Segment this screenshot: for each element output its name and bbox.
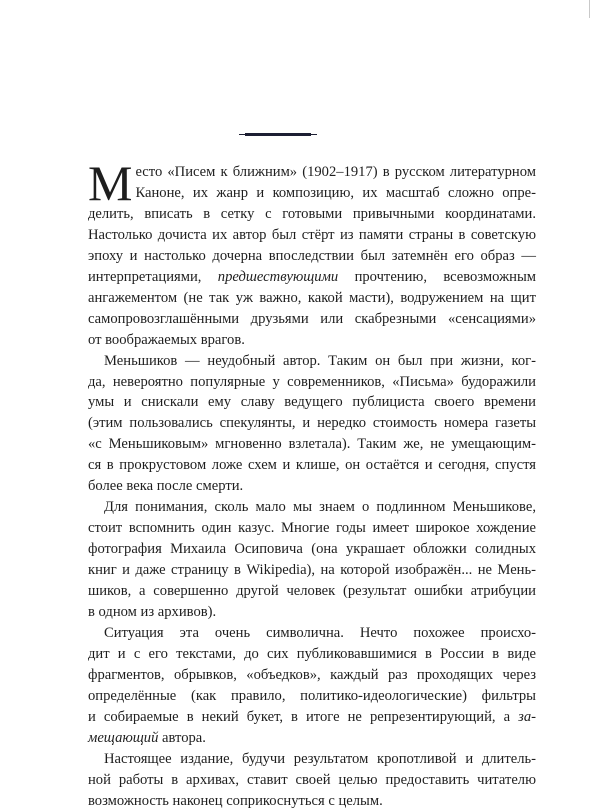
paragraph-1 bbox=[88, 155, 536, 351]
text-line: «с Меньшиковым» мгновенно взлетала). Таким же, не умещающим- bbox=[88, 436, 536, 453]
text-line: эпоху и настолько дочерна впоследствии был затемнён его образ — bbox=[88, 247, 536, 264]
ornament-divider bbox=[245, 133, 311, 136]
text-line: самопровозглашёнными друзьями или скабрезными «сенсациями» bbox=[88, 310, 536, 327]
text-line: стоит вспомнить один казус. Многие годы имеет широкое хождение bbox=[88, 520, 536, 537]
text-line: Каноне, их жанр и композицию, их масштаб сложно опре- bbox=[135, 184, 536, 201]
text-line: и собираемые в некий букет, в итоге не репрезентирующий, а за- bbox=[88, 708, 536, 725]
text-line: мещающий автора. bbox=[88, 729, 206, 746]
text-line: ся в прокрустовом ложе схем и клише, он остаётся и сегодня, спустя bbox=[88, 457, 536, 474]
text-line: более века после смерти. bbox=[88, 478, 244, 495]
text-line: Меньшиков — неудобный автор. Таким он был при жизни, ког- bbox=[104, 352, 536, 369]
text-line: дит и с его текстами, до сих публиковавшимися в России в виде bbox=[88, 645, 536, 662]
text-line: фрагментов, обрывков, «объедков», каждый раз проходящих через bbox=[88, 666, 536, 683]
paragraph-2 bbox=[88, 351, 536, 498]
main-text bbox=[88, 155, 536, 812]
text-line: определённые (как правило, политико-идеологические) фильтры bbox=[88, 687, 536, 704]
text-line: книг и даже страницу в Wikipedia), на которой изображён... не Мень- bbox=[88, 562, 536, 579]
text-line: шиков, а совершенно другой человек (результат ошибки атрибуции bbox=[88, 583, 536, 600]
drop-cap: М bbox=[88, 155, 133, 211]
text-line: в одном из архивов). bbox=[88, 604, 217, 621]
text-line: Для понимания, сколь мало мы знаем о подлинном Меньшикове, bbox=[104, 499, 536, 516]
paragraph-3 bbox=[88, 497, 536, 623]
text-line: интерпретациями, предшествующими прочтению, всевозможным bbox=[88, 268, 536, 285]
paragraph-4 bbox=[88, 623, 536, 749]
text-line: Ситуация эта очень символична. Нечто похожее происхо- bbox=[104, 624, 536, 641]
text-line: от воображаемых врагов. bbox=[88, 331, 245, 348]
text-line: возможность наконец соприкоснуться с целым. bbox=[88, 792, 383, 809]
page-edge-mark bbox=[589, 0, 590, 18]
text-line: умы и снискали ему славу ведущего публициста своего времени bbox=[88, 394, 536, 411]
paragraph-5 bbox=[88, 749, 536, 812]
text-line: фотография Михаила Осиповича (она украшает обложки солидных bbox=[88, 541, 536, 558]
text-line: ангажементом (не так уж важно, какой масти), водружением на щит bbox=[88, 289, 536, 306]
text-line: (этим пользовались спекулянты, и нередко стоимость номера газеты bbox=[88, 415, 536, 432]
text-line: Настоящее издание, будучи результатом кропотливой и длитель- bbox=[104, 750, 536, 767]
text-line: Настолько дочиста их автор был стёрт из памяти страны в советскую bbox=[88, 226, 536, 243]
text-line: делить, вписать в сетку с готовыми привычными координатами. bbox=[88, 205, 536, 222]
text-line: да, невероятно популярные у современников, «Письма» будоражили bbox=[88, 373, 536, 390]
text-line: есто «Писем к ближним» (1902–1917) в русском литературном bbox=[135, 164, 536, 180]
text-line: ной работы в архивах, ставит своей целью предоставить читателю bbox=[88, 771, 536, 788]
